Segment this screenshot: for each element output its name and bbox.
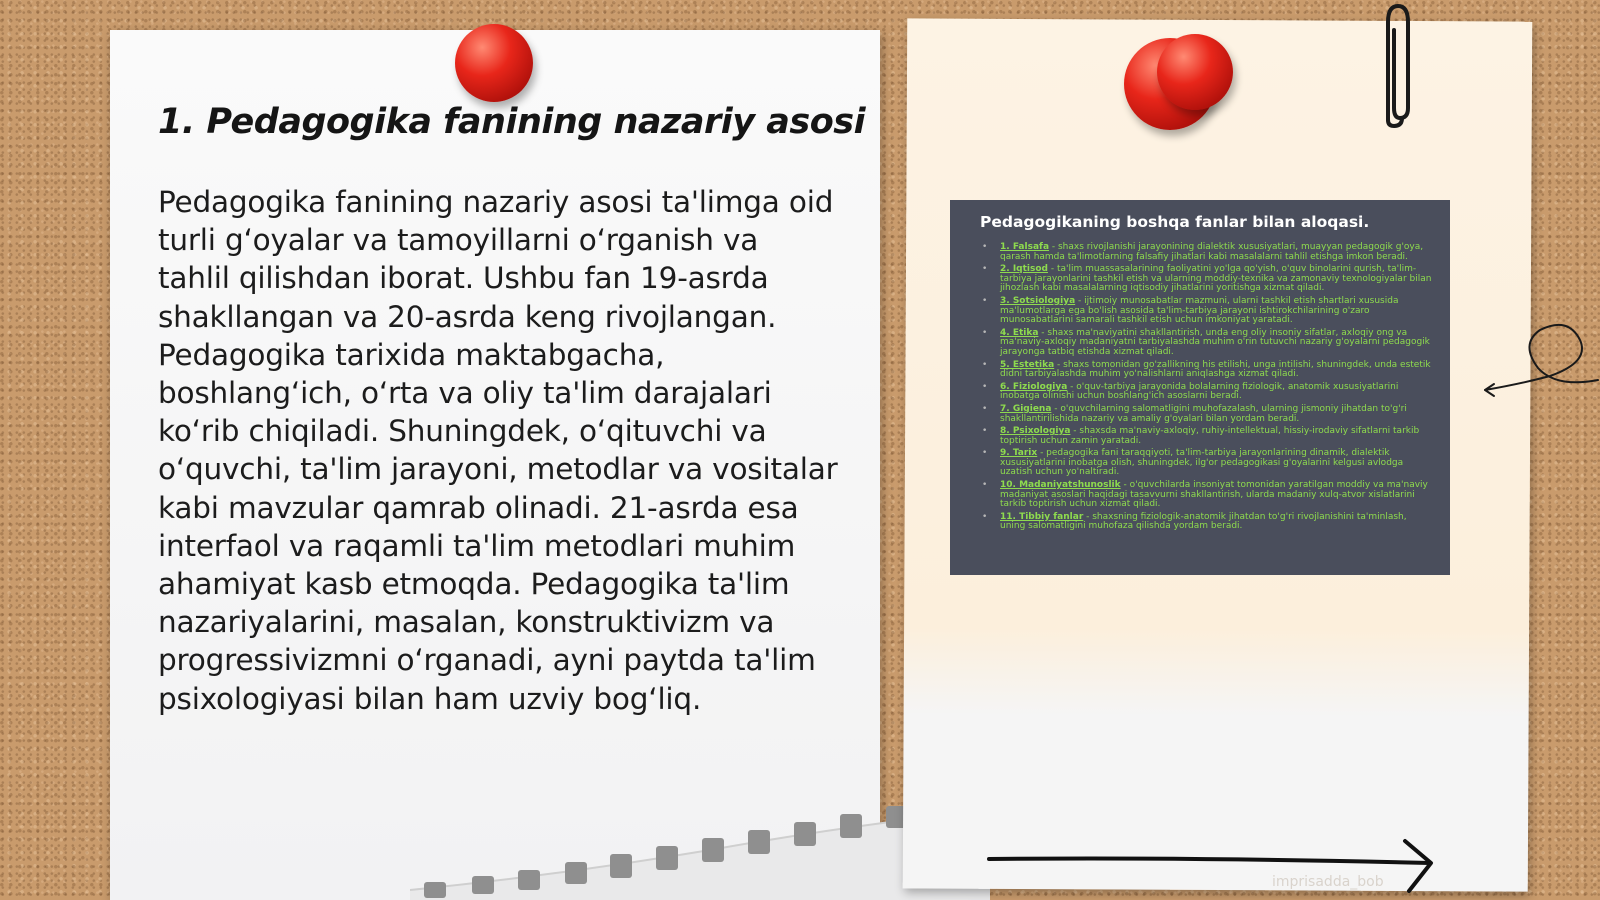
push-pin-icon [1157, 34, 1233, 110]
list-item-text: - shaxs ma'naviyatini shakllantirish, unda eng oliy insoniy sifatlar, axloqiy ong va ma'naviy-axloqiy madaniyatni tarbiyalashda muhim o'rin tutuvchi nazariy g'oyalarni pedagogik jarayonga tatbiq etishda xizmat qiladi. [1000, 327, 1430, 357]
list-item-term: 5. Estetika [1000, 359, 1055, 370]
card-body-text: Pedagogika fanining nazariy asosi ta'limga oid turli g‘oyalar va tamoyillarni o‘rganish va tahlil qilishdan iborat. Ushbu fan 19-asrda shakllangan va 20-asrda keng rivojlangan. Pedagogika tarixida maktabgacha, boshlang‘ich, o‘rta va oliy ta'lim darajalari ko‘rib chiqiladi. Shuningdek, o‘qituvchi va o‘quvchi, ta'lim jarayoni, metodlar va vositalar kabi mavzular qamrab olinadi. 21-asrda esa interfaol va raqamli ta'lim metodlari muhim ahamiyat kasb etmoqda. Pedagogika ta'lim nazariyalarini, masalan, konstruktivizm va progressivizmni o‘rganadi, ayni paytda ta'lim psixologiyasi bilan ham uzviy bog‘liq. [158, 185, 838, 716]
push-pin-icon [455, 24, 533, 102]
list-item-term: 8. Psixologiya [1000, 426, 1071, 437]
list-item-text: - ta'lim muassasalarining faoliyatini yo'lga qo'yish, o'quv binolarini qurish, ta'lim-tarbiya jarayonlarini tashkil etish va ularning moddiy-texnika va zamonaviy texnologiyalar bilan jihozlash kabi masalalarning iqtisodiy jihatlarini yoritishga xizmat qiladi. [1000, 264, 1432, 294]
list-item-text: - o'quvchilarda insoniyat tomonidan yaratilgan moddiy va ma'naviy madaniyat asoslari haqidagi tasavvurni shakllantirish, ularda madaniy xulq-atvor xislatlarini tarkib toptirish uchun xizmat qiladi. [1000, 480, 1428, 510]
card-title: 1. Pedagogika fanining nazariy asosi [158, 102, 866, 142]
list-item-term: 2. Iqtisod [1000, 264, 1048, 275]
list-item-text: - shaxsning fiziologik-anatomik jihatdan to'g'ri rivojlanishini ta'minlash, uning salomatligini muhofaza qilishda yordam beradi. [1000, 511, 1407, 532]
list-item-text: - ijtimoiy munosabatlar mazmuni, ularni tashkil etish shartlari xususida ma'lumotlarga ega bo'lish asosida ta'lim-tarbiya jarayoni ishtirokchilarining o'zaro munosabatlarini samarali tashkil etish uchun imkoniyat yaratadi. [1000, 295, 1399, 326]
left-note-card [110, 30, 880, 900]
list-item [980, 265, 1434, 294]
list-item [980, 383, 1434, 402]
list-item-term: 6. Fiziologiya [1000, 381, 1068, 392]
list-item-term: 1. Falsafa [1000, 242, 1050, 252]
list-item [980, 449, 1434, 478]
list-item [980, 297, 1434, 326]
list-item-term: 7. Gigiena [1000, 403, 1052, 414]
list-item [980, 427, 1434, 446]
list-item-term: 11. Tibbiy fanlar [1000, 511, 1084, 522]
scribble-decoration [1480, 310, 1600, 410]
list-item-text: - pedagogika fani taraqqiyoti, ta'lim-tarbiya jarayonlarining dinamik, dialektik xususiyatlarini inobatga olish, shuningdek, ilg'or pedagogikasi g'oyalarini kelgusi avlodga uzatish uchun yo'naltiradi. [1000, 448, 1404, 478]
list-item-text: - o'quv-tarbiya jarayonida bolalarning fiziologik, anatomik xususiyatlarini inobatga olinishi uchun boshlang'ich asoslarni beradi. [1000, 381, 1399, 402]
related-sciences-list [980, 243, 1434, 532]
list-item [980, 361, 1434, 380]
related-sciences-panel [950, 200, 1450, 575]
list-item-term: 4. Etika [1000, 327, 1039, 338]
list-item [980, 329, 1434, 358]
list-item [980, 405, 1434, 424]
list-item-term: 9. Tarix [1000, 448, 1038, 459]
list-item-text: - shaxs tomonidan go'zallikning his etilishi, unga intilishi, shuningdek, unda estetik didni tarbiyalashda muhim yo'nalishlarni aniqlashga xizmat qiladi. [1000, 359, 1431, 380]
list-item-text: - shaxsda ma'naviy-axloqiy, ruhiy-intellektual, hissiy-irodaviy sifatlarni tarkib toptirish uchun zamin yaratadi. [1000, 426, 1420, 446]
list-item [980, 243, 1434, 262]
list-item [980, 481, 1434, 510]
list-item-text: - shaxs rivojlanishi jarayonining dialektik xususiyatlari, muayyan pedagogik g'oya, qarash hamda ta'limotlarning falsafiy jihatlari kabi masalalarni tahlil etishga imkon beradi. [1000, 242, 1424, 262]
list-item-term: 10. Madaniyatshunoslik [1000, 480, 1121, 491]
list-item-text: - o'quvchilarning salomatligini muhofazalash, ularning jismoniy jihatdan to'g'ri shakllantirilishida nazariy va amaliy g'oyalari bilan yordam beradi. [1000, 403, 1407, 424]
panel-title: Pedagogikaning boshqa fanlar bilan aloqasi. [980, 213, 1370, 231]
list-item [980, 513, 1434, 532]
watermark-text: imprisadda_bob [1272, 874, 1384, 890]
paper-clip-icon [1372, 0, 1422, 130]
list-item-term: 3. Sotsiologiya [1000, 295, 1076, 306]
